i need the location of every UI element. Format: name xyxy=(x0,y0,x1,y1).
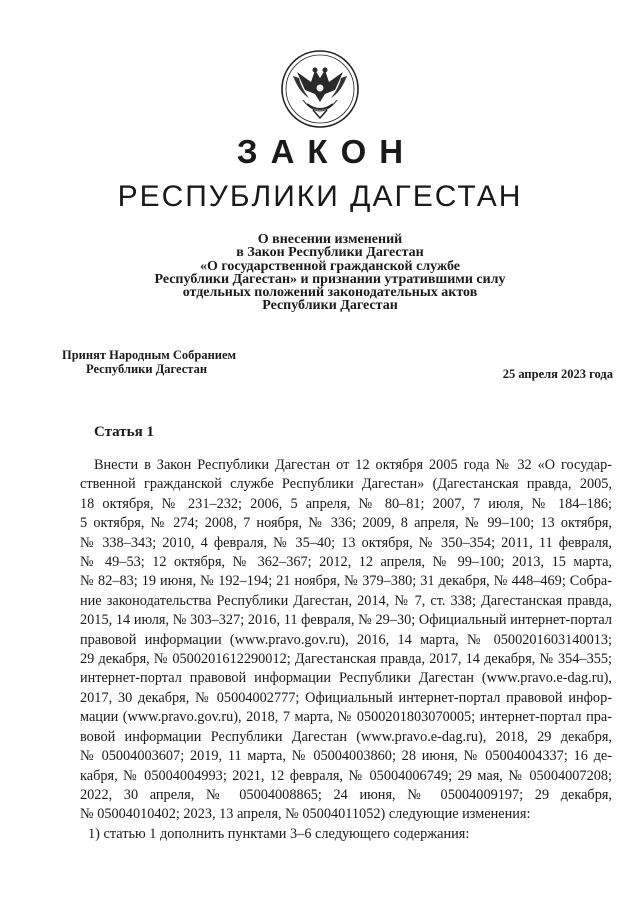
body-line: 5 октября, № 274; 2008, 7 ноября, № 336; 2009, 8 апреля, № 99–100; 13 октября, xyxy=(80,515,612,532)
body-line: № 82–83; 19 июня, № 192–194; 21 ноября, № 379–380; 31 декабря, № 448–469; Собра- xyxy=(80,573,612,590)
body-line: 1) статью 1 дополнить пунктами 3–6 следующего содержания: xyxy=(88,825,470,842)
body-line: ственной гражданской службе Республики Дагестан» (Дагестанская правда, 2005, xyxy=(80,476,612,493)
body-line: 2022, 30 апреля, № 05004008865; 24 июня, № 05004009197; 29 декабря, xyxy=(80,786,612,803)
body-line: кабря, № 05004004993; 2021, 12 февраля, № 05004006749; 29 мая, № 05004007208; xyxy=(80,767,612,784)
law-title xyxy=(80,233,580,313)
dagestan-coat-of-arms-icon xyxy=(279,48,361,130)
body-line: № 05004003607; 2019, 11 марта, № 05004003860; 28 июня, № 05004004337; 16 де- xyxy=(80,748,612,765)
document-type: ЗАКОН xyxy=(236,133,417,170)
body-line: № 05004010402; 2023, 13 апреля, № 05004011052) следующие изменения: xyxy=(80,806,531,823)
article-heading: Статья 1 xyxy=(94,424,154,440)
body-line: 29 декабря, № 0500201612290012; Дагестанская правда, 2017, 14 декабря, № 354–355; xyxy=(80,651,612,668)
adoption-note xyxy=(62,348,236,376)
body-line: интернет-портал правовой информации Республики Дагестан (www.pravo.e-dag.ru), xyxy=(80,670,612,687)
title-line: О внесении изменений xyxy=(257,232,403,247)
title-line: Республики Дагестан xyxy=(262,298,398,314)
issuer-name: РЕСПУБЛИКИ ДАГЕСТАН xyxy=(117,180,523,213)
body-line: 2017, 30 декабря, № 05004002777; Официальный интернет-портал правовой инфор- xyxy=(80,689,612,706)
title-line: в Закон Республики Дагестан xyxy=(236,245,424,261)
body-line: 18 октября, № 231–232; 2006, 5 апреля, № 80–81; 2007, 7 июля, № 184–186; xyxy=(80,495,612,512)
article-body xyxy=(80,456,612,844)
body-line: 2015, 14 июля, № 303–327; 2016, 11 февраля, № 29–30; Официальный интернет-портал xyxy=(80,612,612,629)
body-line: ние законодательства Республики Дагестан, 2014, № 7, ст. 338; Дагестанская правда, xyxy=(80,592,612,609)
adoption-line: Республики Дагестан xyxy=(86,362,208,376)
body-line: № 49–53; 12 октября, № 362–367; 2012, 12 апреля, № 99–100; 2013, 15 марта, xyxy=(80,554,612,571)
title-line: «О государственной гражданской службе xyxy=(200,258,460,274)
body-line: № 338–343; 2010, 4 февраля, № 35–40; 13 октября, № 350–354; 2011, 11 февраля, xyxy=(80,534,612,551)
title-line: Республики Дагестан» и признании утратившими силу xyxy=(154,271,506,287)
body-line: правовой информации (www.pravo.gov.ru), 2016, 14 марта, № 0500201603140013; xyxy=(80,631,612,648)
title-line: отдельных положений законодательных актов xyxy=(182,285,478,301)
body-line: Внести в Закон Республики Дагестан от 12 октября 2005 года № 32 «О государ- xyxy=(94,457,612,473)
body-line: мации (www.pravo.gov.ru), 2018, 7 марта, № 0500201803070005; интернет-портал пра- xyxy=(80,709,612,726)
adoption-line: Принят Народным Собранием xyxy=(62,348,237,362)
body-line: вовой информации Республики Дагестан (www.pravo.e-dag.ru), 2018, 29 декабря, xyxy=(80,728,612,745)
adoption-date: 25 апреля 2023 года xyxy=(502,367,613,381)
